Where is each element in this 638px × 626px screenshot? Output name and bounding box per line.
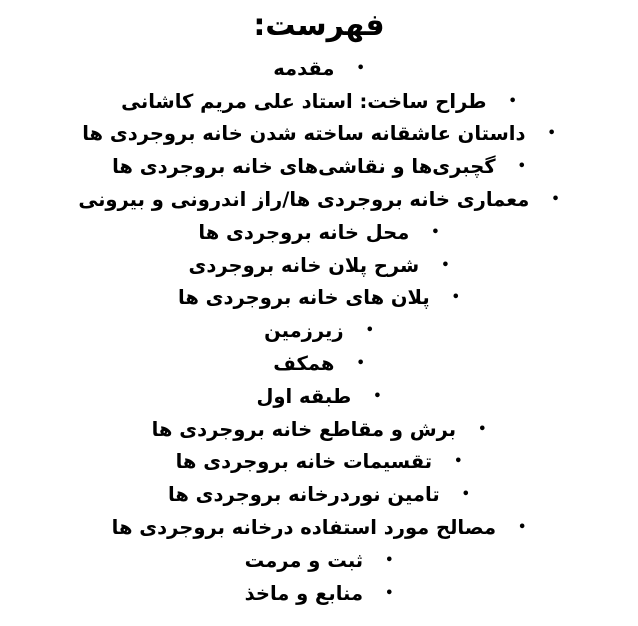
toc-item-text: منابع و ماخذ (244, 581, 364, 605)
toc-item-text: معماری خانه بروجردی ها/راز اندرونی و بیرونی (78, 188, 530, 212)
toc-item (0, 150, 638, 183)
toc-item (0, 577, 638, 610)
toc-item-text: مصالح مورد استفاده درخانه بروجردی ها (111, 516, 497, 540)
toc-item-text: تقسیمات خانه بروجردی ها (175, 450, 433, 474)
toc-item (0, 118, 638, 151)
toc-item (0, 52, 638, 85)
toc-item-text: داستان عاشقانه ساخته شدن خانه بروجردی ها (82, 122, 526, 146)
bullet-icon: • (385, 585, 394, 601)
bullet-icon: • (508, 93, 517, 109)
bullet-icon: • (461, 487, 470, 503)
bullet-icon: • (365, 323, 374, 339)
toc-item-text: زیرزمین (264, 319, 344, 343)
bullet-icon: • (356, 356, 365, 372)
bullet-icon: • (451, 290, 460, 306)
toc-list (0, 52, 638, 610)
bullet-icon: • (441, 257, 450, 273)
toc-item (0, 446, 638, 479)
toc-item (0, 478, 638, 511)
bullet-icon: • (356, 60, 365, 76)
toc-item (0, 183, 638, 216)
toc-item (0, 347, 638, 380)
toc-item-text: گچبری‌ها و نقاشی‌های خانه بروجردی ها (112, 155, 496, 179)
bullet-icon: • (547, 126, 556, 142)
toc-item (0, 544, 638, 577)
bullet-icon: • (518, 520, 527, 536)
toc-item-text: طبقه اول (256, 384, 352, 408)
bullet-icon: • (517, 159, 526, 175)
toc-item (0, 314, 638, 347)
bullet-icon: • (431, 224, 440, 240)
toc-item-text: تامین نوردرخانه بروجردی ها (168, 483, 440, 507)
toc-item-text: شرح پلان خانه بروجردی (188, 253, 420, 277)
toc-item-text: همکف (273, 352, 335, 376)
toc-item-text: پلان های خانه بروجردی ها (178, 286, 430, 310)
bullet-icon: • (373, 388, 382, 404)
toc-item-text: برش و مقاطع خانه بروجردی ها (151, 417, 457, 441)
toc-item-text: طراح ساخت: استاد علی مریم کاشانی (121, 89, 487, 113)
toc-item-text: مقدمه (273, 56, 335, 80)
toc-item (0, 511, 638, 544)
toc-item (0, 85, 638, 118)
bullet-icon: • (551, 192, 560, 208)
toc-item (0, 216, 638, 249)
toc-item (0, 249, 638, 282)
bullet-icon: • (478, 421, 487, 437)
toc-item-text: ثبت و مرمت (244, 548, 364, 572)
toc-title: فهرست: (253, 8, 385, 43)
toc-item-text: محل خانه بروجردی ها (198, 220, 410, 244)
toc-item (0, 380, 638, 413)
toc-item (0, 413, 638, 446)
toc-item (0, 282, 638, 315)
bullet-icon: • (454, 454, 463, 470)
bullet-icon: • (385, 552, 394, 568)
